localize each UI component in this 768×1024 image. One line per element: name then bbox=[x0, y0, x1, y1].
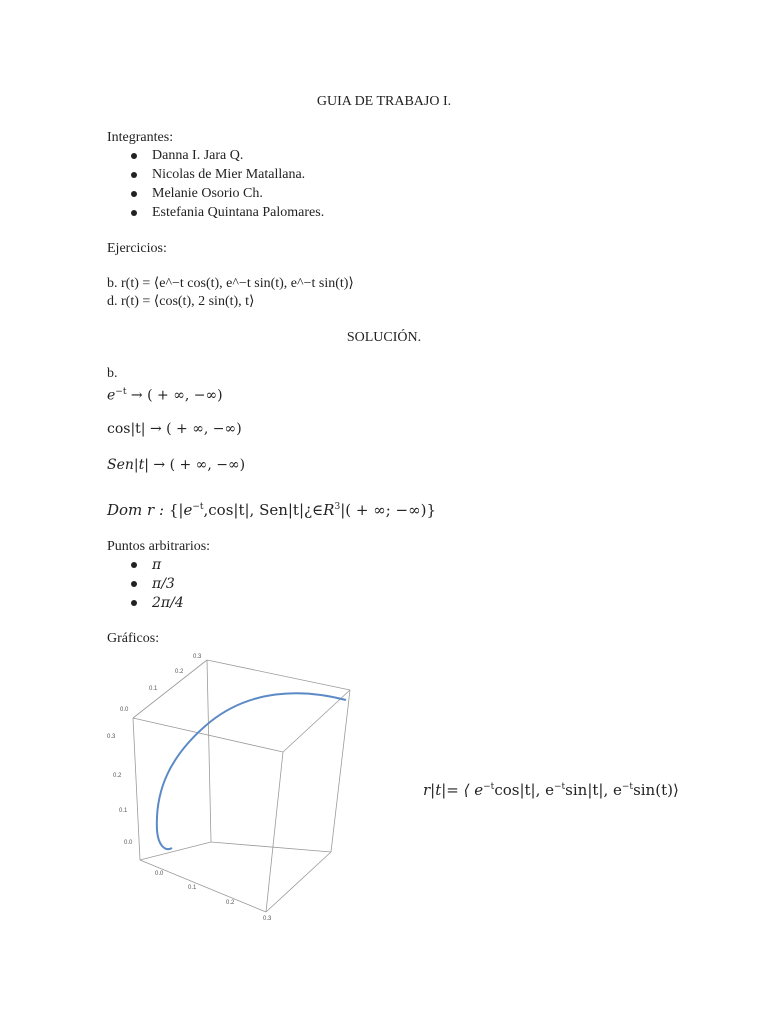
points-heading: Puntos arbitrarios: bbox=[107, 539, 211, 554]
formula-exponent: −t bbox=[554, 782, 566, 792]
tick-label: 0.2 bbox=[226, 900, 235, 906]
list-item: π/3 bbox=[152, 576, 175, 592]
tick-label: 0.2 bbox=[175, 669, 184, 675]
box-edge bbox=[140, 842, 211, 860]
tick-label: 0.0 bbox=[124, 840, 133, 846]
box-edge bbox=[266, 852, 331, 912]
box-edge bbox=[133, 660, 207, 718]
curve-formula bbox=[423, 778, 679, 799]
box-edge bbox=[207, 660, 211, 842]
list-item: Danna I. Jara Q. bbox=[152, 148, 244, 163]
exercise-b: b. r(t) = ⟨e^−t cos(t), e^−t sin(t), e^−t sin(t)⟩ bbox=[107, 276, 354, 291]
formula-start: r|t|= ⟨ e bbox=[423, 781, 484, 799]
domain-label: Dom r : bbox=[107, 501, 165, 519]
tick-label: 0.1 bbox=[119, 808, 128, 814]
box-edge bbox=[140, 860, 266, 912]
formula-exponent: −t bbox=[483, 782, 495, 792]
list-item: Estefania Quintana Palomares. bbox=[152, 205, 325, 220]
list-item: Nicolas de Mier Matallana. bbox=[152, 167, 306, 182]
tick-label: 0.3 bbox=[107, 734, 116, 740]
tick-labels bbox=[107, 654, 272, 922]
limit-expression: → ( + ∞, −∞) bbox=[153, 457, 246, 473]
formula-part: sin|t|, e bbox=[565, 781, 622, 799]
function-name: Sen|t| bbox=[107, 457, 149, 473]
function-name: e bbox=[107, 387, 116, 404]
formula-part: cos|t|, e bbox=[494, 781, 554, 799]
solution-part-label: b. bbox=[107, 366, 118, 381]
domain-R-exponent: 3 bbox=[334, 502, 341, 512]
tick-label: 0.0 bbox=[155, 871, 164, 877]
tick-label: 0.1 bbox=[149, 686, 158, 692]
box-edge bbox=[133, 718, 140, 860]
domain-R: R bbox=[323, 501, 335, 519]
plot-box bbox=[133, 660, 350, 912]
function-name: cos|t| bbox=[107, 421, 146, 437]
formula-exponent: −t bbox=[621, 782, 634, 792]
formula-part: sin(t)⟩ bbox=[633, 781, 679, 799]
limit-expression: → ( + ∞, −∞) bbox=[130, 387, 223, 404]
curve-path bbox=[157, 693, 346, 849]
graphs-heading: Gráficos: bbox=[107, 631, 160, 646]
tick-label: 0.3 bbox=[193, 654, 202, 660]
members-heading: Integrantes: bbox=[107, 130, 174, 145]
box-edge bbox=[207, 660, 350, 690]
box-edge bbox=[211, 842, 331, 852]
limit-expression: → ( + ∞, −∞) bbox=[149, 421, 242, 437]
list-item: π bbox=[152, 557, 162, 573]
domain-terms: ,cos|t|, Sen|t|¿∈ bbox=[203, 501, 324, 519]
tick-label: 0.1 bbox=[188, 885, 197, 891]
tick-label: 0.3 bbox=[263, 916, 272, 922]
tick-label: 0.2 bbox=[113, 773, 122, 779]
document-title: GUIA DE TRABAJO I. bbox=[316, 94, 452, 109]
box-edge bbox=[266, 752, 283, 912]
box-edge bbox=[331, 690, 350, 852]
domain-brace: {| bbox=[168, 501, 184, 519]
exercise-d: d. r(t) = ⟨cos(t), 2 sin(t), t⟩ bbox=[107, 294, 255, 309]
list-item: 2π/4 bbox=[152, 595, 184, 611]
domain-e-exponent: −t bbox=[192, 502, 204, 512]
exponent: −t bbox=[115, 387, 127, 397]
tick-label: 0.0 bbox=[120, 707, 129, 713]
exercises-heading: Ejercicios: bbox=[107, 241, 167, 256]
solution-heading: SOLUCIÓN. bbox=[346, 330, 422, 345]
domain-e: e bbox=[183, 501, 193, 519]
list-item: Melanie Osorio Ch. bbox=[152, 186, 263, 201]
domain-interval: |( + ∞; −∞)} bbox=[340, 501, 436, 519]
